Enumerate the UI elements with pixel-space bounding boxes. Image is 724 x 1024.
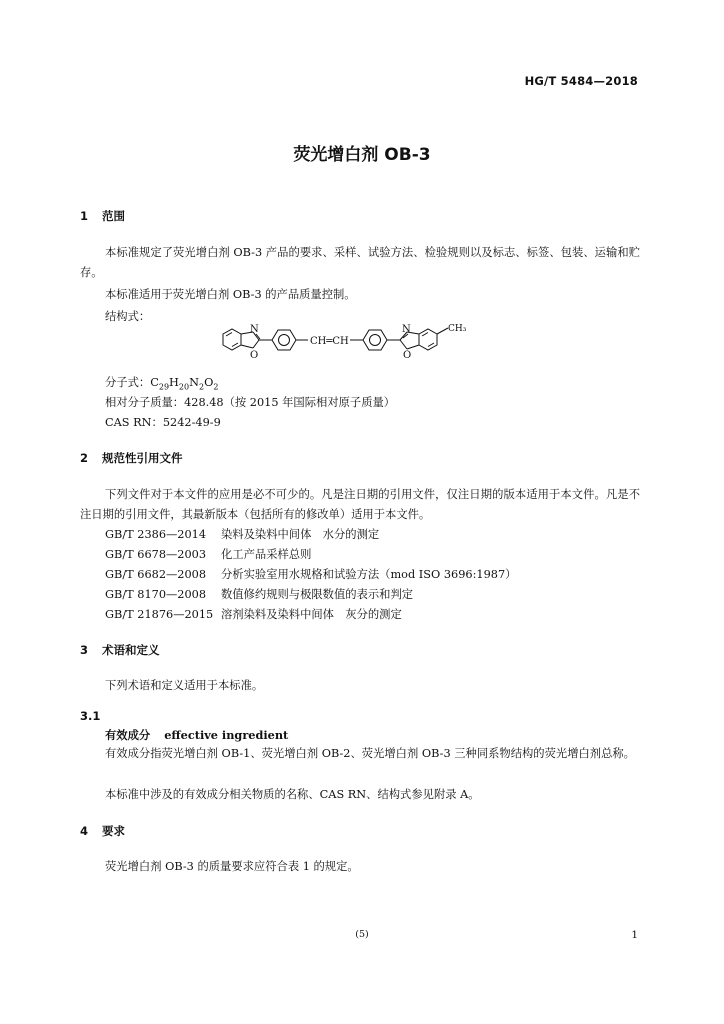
section-title: 要求 bbox=[102, 824, 125, 838]
term-definition: 有效成分指荧光增白剂 OB-1、荧光增白剂 OB-2、荧光增白剂 OB-3 三种同系物结构的荧光增白剂总称。 bbox=[105, 747, 635, 760]
term-chinese: 有效成分 bbox=[105, 729, 151, 742]
section-4-heading bbox=[80, 823, 125, 839]
cas-number: CAS RN：5242-49-9 bbox=[105, 416, 221, 429]
footer-sequence: (5) bbox=[355, 929, 369, 940]
formula-element: C bbox=[150, 376, 159, 389]
nitrogen-right: N bbox=[402, 324, 411, 335]
reference-code: GB/T 2386—2014 bbox=[105, 528, 207, 541]
section-3-heading bbox=[80, 642, 160, 658]
oxygen-left: O bbox=[250, 350, 259, 361]
section-number: 3 bbox=[80, 643, 89, 657]
reference-item bbox=[105, 546, 311, 562]
formula-label: 分子式： bbox=[105, 376, 151, 389]
section-title: 规范性引用文件 bbox=[102, 451, 183, 465]
normative-references-intro: 下列文件对于本文件的应用是必不可少的。凡是注日期的引用文件，仅注日期的版本适用于本文件。凡是不注日期的引用文件，其最新版本（包括所有的修改单）适用于本文件。 bbox=[80, 488, 640, 521]
terms-intro: 下列术语和定义适用于本标准。 bbox=[105, 679, 264, 692]
page-number: 1 bbox=[631, 929, 638, 941]
formula-element: O bbox=[204, 376, 214, 389]
reference-item bbox=[105, 606, 402, 622]
section-title: 术语和定义 bbox=[102, 643, 160, 657]
reference-code: GB/T 6682—2008 bbox=[105, 568, 207, 581]
section-number: 4 bbox=[80, 824, 89, 838]
formula-element: N bbox=[189, 376, 199, 389]
section-1-heading bbox=[80, 208, 125, 224]
term-english: effective ingredient bbox=[164, 728, 289, 742]
section-2-heading bbox=[80, 450, 183, 466]
section-number: 1 bbox=[80, 209, 89, 223]
section-number: 2 bbox=[80, 451, 89, 465]
formula-subscript: 2 bbox=[198, 382, 205, 392]
reference-item bbox=[105, 586, 413, 602]
structural-formula bbox=[210, 322, 510, 366]
subsection-number: 3.1 bbox=[80, 709, 101, 723]
reference-item bbox=[105, 566, 516, 582]
annex-note: 本标准中涉及的有效成分相关物质的名称、CAS RN、结构式参见附录 A。 bbox=[105, 788, 480, 801]
nitrogen-left: N bbox=[250, 324, 259, 335]
formula-subscript: 2 bbox=[213, 382, 219, 392]
vinylene-bridge: CH═CH bbox=[310, 336, 349, 347]
methyl-group: CH₃ bbox=[448, 324, 467, 334]
reference-title: 化工产品采样总则 bbox=[221, 548, 312, 561]
reference-title: 溶剂染料及染料中间体 灰分的测定 bbox=[221, 608, 402, 621]
structure-label: 结构式： bbox=[105, 310, 151, 323]
reference-item bbox=[105, 526, 379, 542]
formula-subscript: 29 bbox=[158, 382, 170, 392]
molecular-formula bbox=[105, 374, 218, 391]
page-title: 荧光增白剂 OB-3 bbox=[293, 145, 431, 165]
document-code: HG/T 5484—2018 bbox=[524, 74, 638, 88]
section-title: 范围 bbox=[102, 209, 125, 223]
reference-code: GB/T 8170—2008 bbox=[105, 588, 207, 601]
relative-molecular-mass: 相对分子质量：428.48（按 2015 年国际相对原子质量） bbox=[105, 396, 396, 409]
reference-title: 分析实验室用水规格和试验方法（mod ISO 3696:1987） bbox=[221, 568, 517, 581]
scope-applicability: 本标准适用于荧光增白剂 OB-3 的产品质量控制。 bbox=[105, 288, 356, 301]
term-entry bbox=[105, 727, 288, 743]
requirements-paragraph: 荧光增白剂 OB-3 的质量要求应符合表 1 的规定。 bbox=[105, 860, 359, 873]
reference-title: 数值修约规则与极限数值的表示和判定 bbox=[221, 588, 414, 601]
reference-code: GB/T 6678—2003 bbox=[105, 548, 207, 561]
oxygen-right: O bbox=[403, 350, 412, 361]
scope-paragraph: 本标准规定了荧光增白剂 OB-3 产品的要求、采样、试验方法、检验规则以及标志、标签、包装、运输和贮存。 bbox=[80, 246, 640, 279]
formula-subscript: 20 bbox=[178, 382, 190, 392]
reference-title: 染料及染料中间体 水分的测定 bbox=[221, 528, 380, 541]
formula-element: H bbox=[169, 376, 179, 389]
reference-code: GB/T 21876—2015 bbox=[105, 608, 214, 621]
